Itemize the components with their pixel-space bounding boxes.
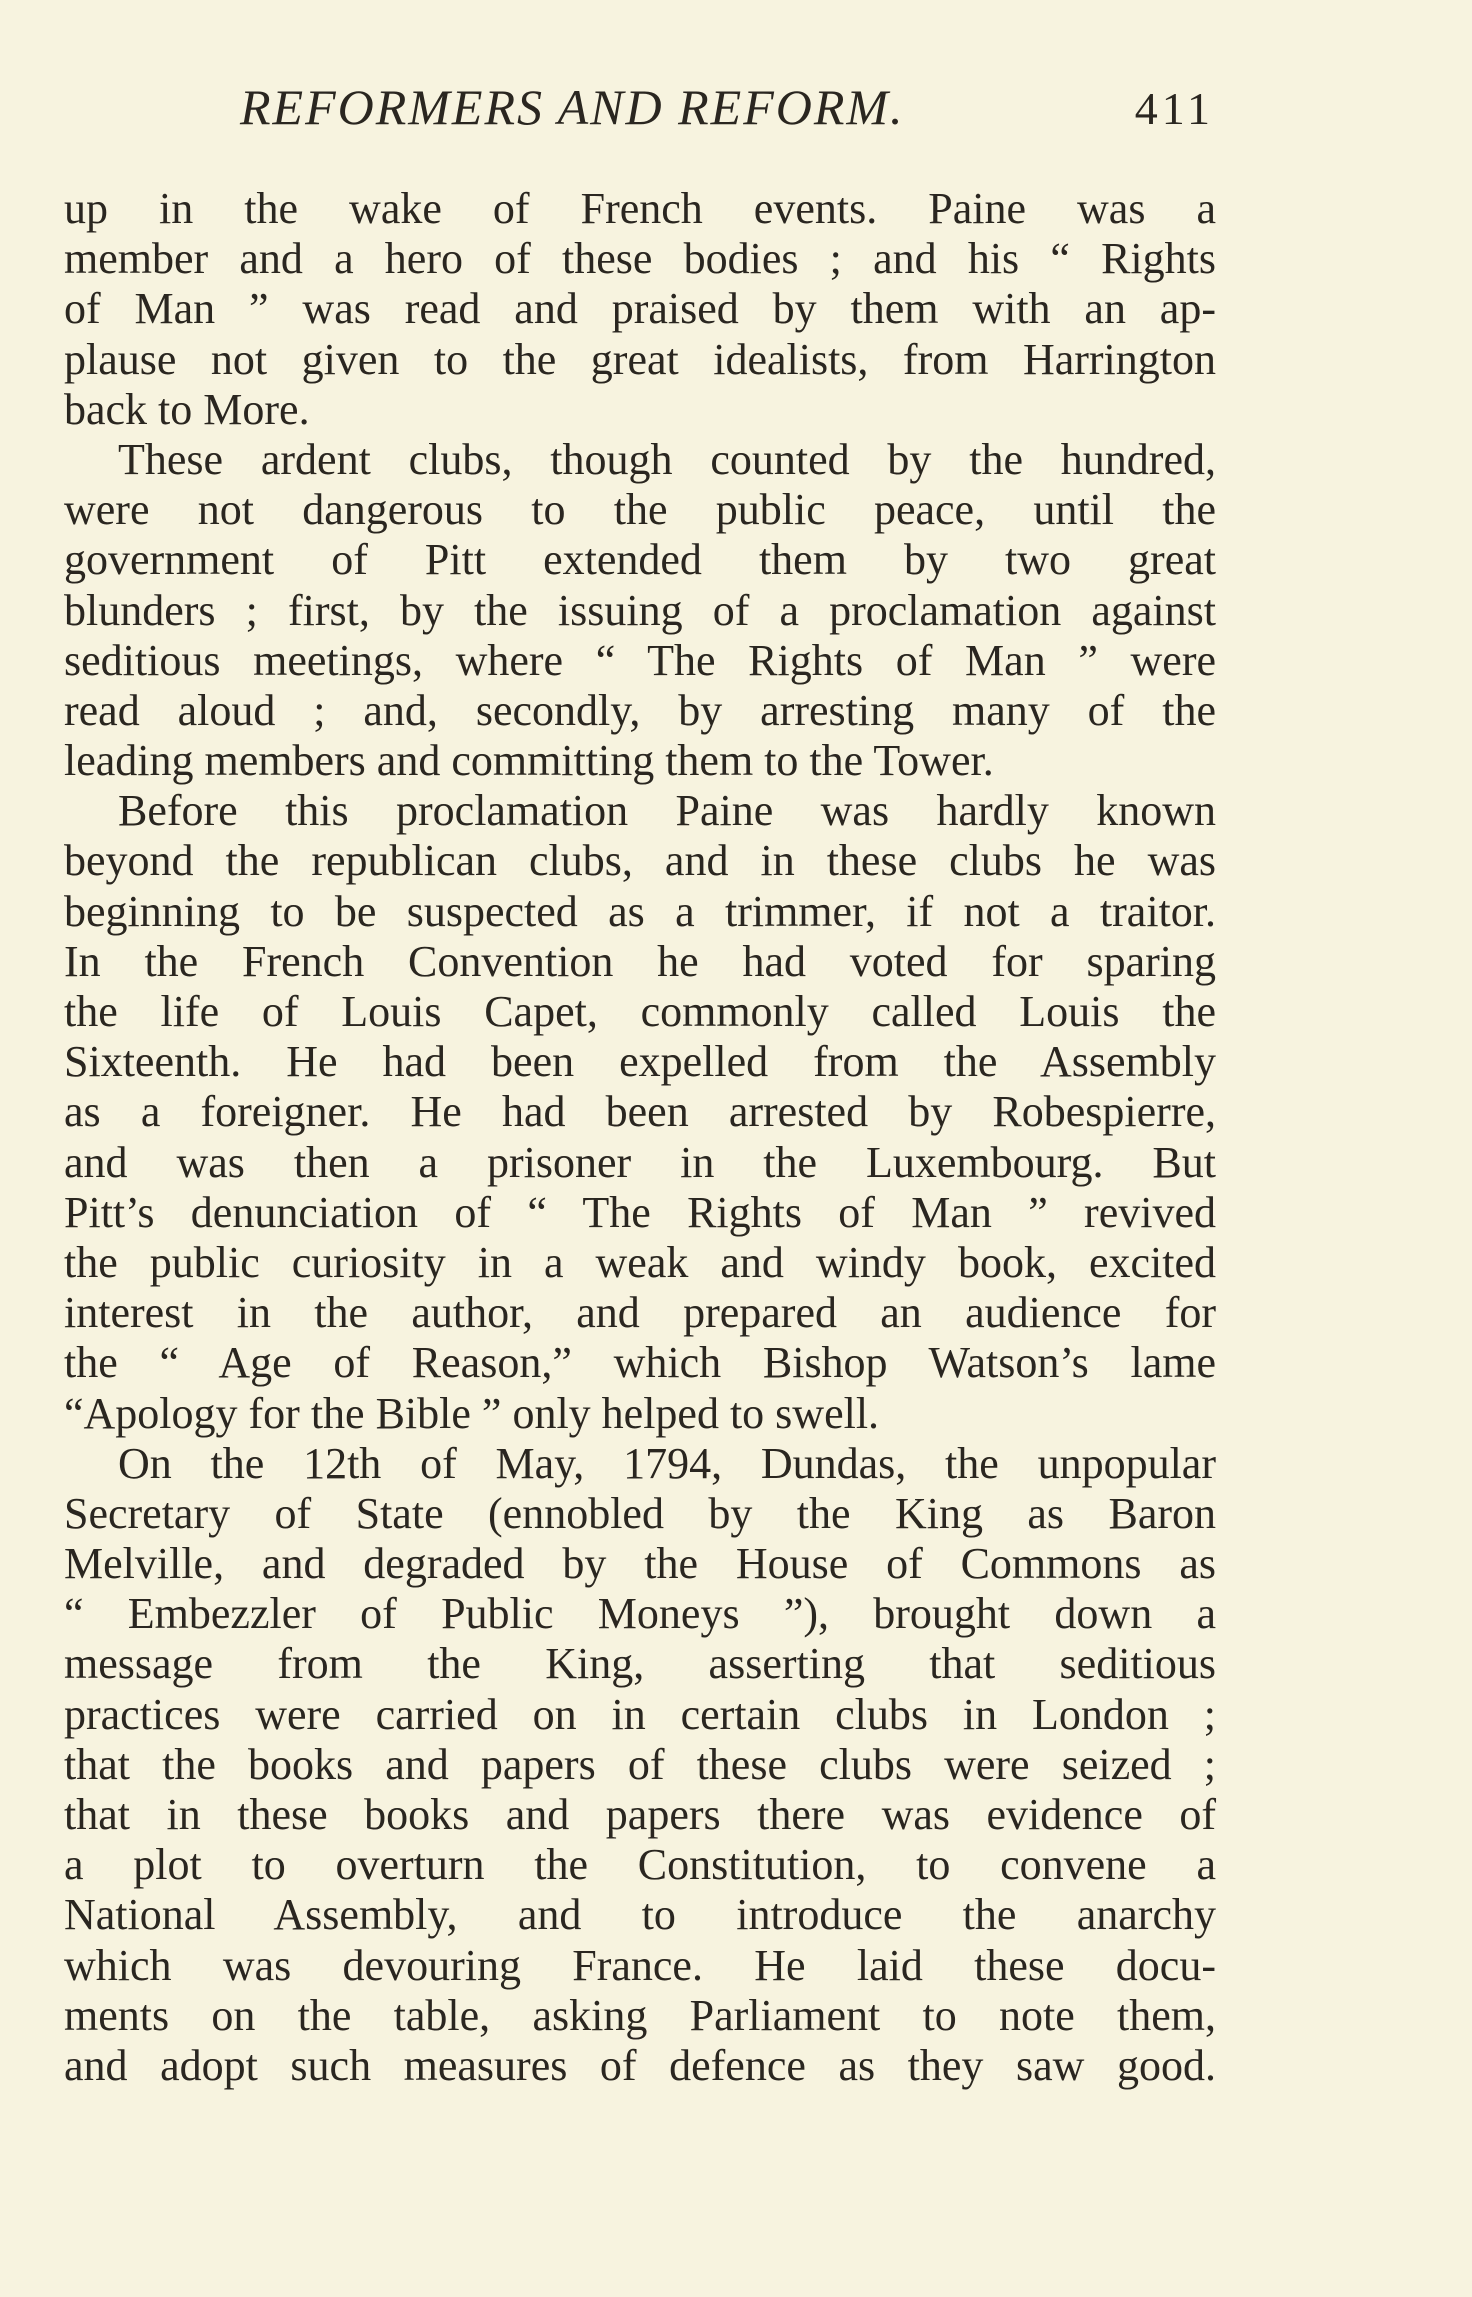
text-line: Sixteenth. He had been expelled from the Assembly bbox=[64, 1037, 1216, 1087]
text-line: plause not given to the great idealists, from Harrington bbox=[64, 334, 1216, 384]
text-line: read aloud ; and, secondly, by arresting many of the bbox=[64, 685, 1216, 735]
page-number: 411 bbox=[1134, 83, 1214, 134]
text-line: ments on the table, asking Parliament to note them, bbox=[64, 1990, 1216, 2040]
running-head: REFORMERS AND REFORM. bbox=[240, 79, 905, 135]
text-line: Before this proclamation Paine was hardly known bbox=[118, 786, 1216, 836]
text-line: the “ Age of Reason,” which Bishop Watson’s lame bbox=[64, 1338, 1216, 1388]
text-line: In the French Convention he had voted for sparing bbox=[64, 936, 1216, 986]
text-line: back to More. bbox=[64, 384, 310, 434]
paragraph-2 bbox=[64, 435, 1216, 786]
text-line: Pitt’s denunciation of “ The Rights of Man ” revived bbox=[64, 1187, 1216, 1237]
text-line: and was then a prisoner in the Luxembourg. But bbox=[64, 1137, 1216, 1187]
text-line: leading members and committing them to the Tower. bbox=[64, 736, 994, 786]
text-line: Secretary of State (ennobled by the King as Baron bbox=[64, 1488, 1216, 1538]
text-line: On the 12th of May, 1794, Dundas, the unpopular bbox=[118, 1438, 1216, 1488]
body-text bbox=[64, 184, 1216, 2091]
text-line: “ Embezzler of Public Moneys ”), brought down a bbox=[64, 1589, 1216, 1639]
text-line: beginning to be suspected as a trimmer, if not a traitor. bbox=[64, 886, 1216, 936]
text-line: seditious meetings, where “ The Rights of Man ” were bbox=[64, 635, 1216, 685]
text-line: and adopt such measures of defence as they saw good. bbox=[64, 2040, 1216, 2090]
text-line: that the books and papers of these clubs were seized ; bbox=[64, 1739, 1216, 1789]
paragraph-3 bbox=[64, 786, 1216, 1438]
text-line: as a foreigner. He had been arrested by Robespierre, bbox=[64, 1087, 1216, 1137]
text-line: that in these books and papers there was evidence of bbox=[64, 1790, 1216, 1839]
paragraph-1 bbox=[64, 184, 1216, 435]
text-line: National Assembly, and to introduce the anarchy bbox=[64, 1890, 1216, 1940]
text-line: were not dangerous to the public peace, until the bbox=[64, 485, 1216, 535]
text-line: up in the wake of French events. Paine was a bbox=[64, 184, 1216, 233]
text-line: member and a hero of these bodies ; and his “ Rights bbox=[64, 234, 1216, 284]
text-line: Melville, and degraded by the House of Commons as bbox=[64, 1539, 1216, 1589]
text-line: blunders ; first, by the issuing of a proclamation against bbox=[64, 585, 1216, 635]
text-line: practices were carried on in certain clubs in London ; bbox=[64, 1689, 1216, 1739]
text-line: These ardent clubs, though counted by the hundred, bbox=[118, 434, 1216, 484]
paragraph-4 bbox=[64, 1439, 1216, 2091]
text-line: beyond the republican clubs, and in these clubs he was bbox=[64, 836, 1216, 886]
text-line: of Man ” was read and praised by them with an ap- bbox=[64, 284, 1216, 334]
text-line: the public curiosity in a weak and windy book, excited bbox=[64, 1237, 1216, 1287]
page-header bbox=[62, 72, 1214, 142]
text-line: which was devouring France. He laid these docu- bbox=[64, 1940, 1216, 1990]
text-line: interest in the author, and prepared an audience for bbox=[64, 1288, 1216, 1338]
text-line: “Apology for the Bible ” only helped to swell. bbox=[64, 1388, 880, 1438]
text-line: government of Pitt extended them by two great bbox=[64, 535, 1216, 585]
text-line: a plot to overturn the Constitution, to convene a bbox=[64, 1840, 1216, 1890]
text-line: message from the King, asserting that seditious bbox=[64, 1639, 1216, 1689]
text-line: the life of Louis Capet, commonly called Louis the bbox=[64, 987, 1216, 1036]
